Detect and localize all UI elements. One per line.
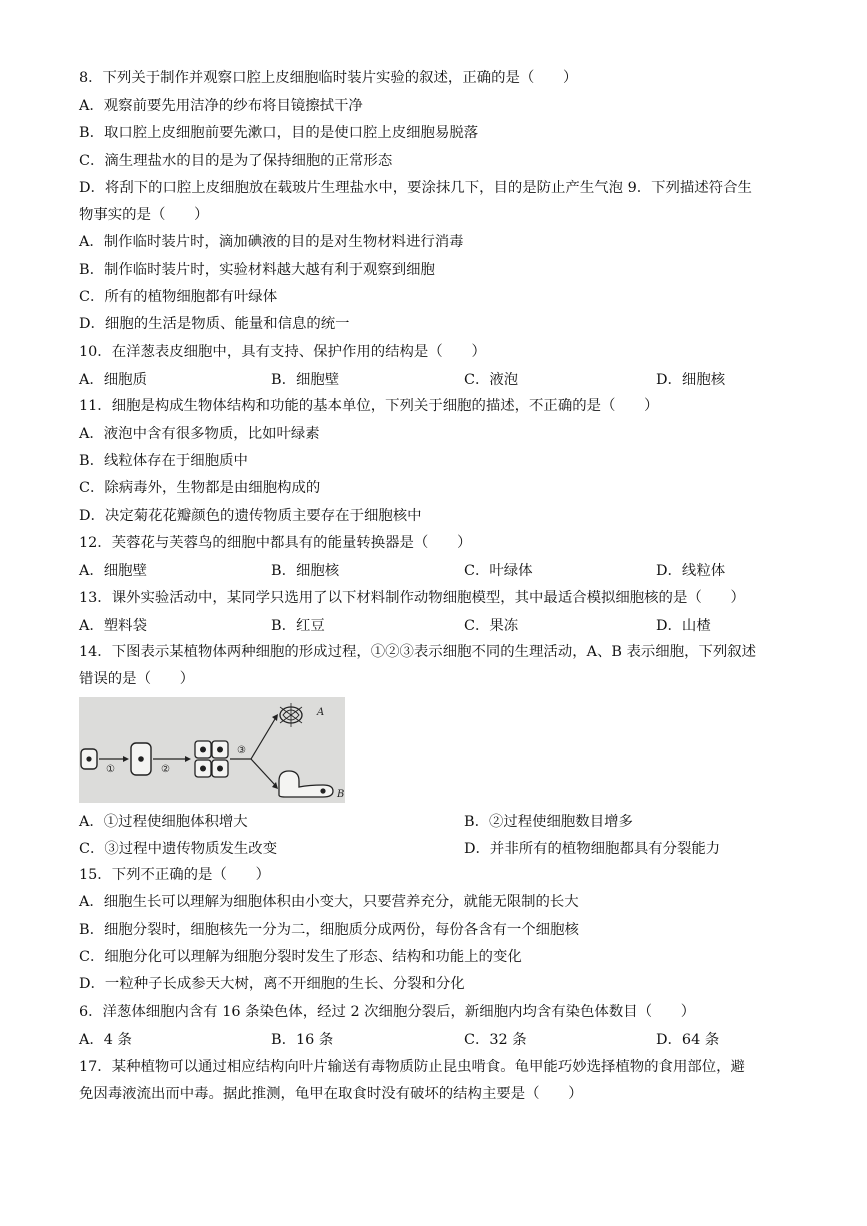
grown-cell-nucleus <box>138 756 144 762</box>
q14-option-d: D．并非所有的植物细胞都具有分裂能力 <box>464 841 721 857</box>
q15-option-b: B．细胞分裂时，细胞核先一分为二，细胞质分成两份，每份各含有一个细胞核 <box>79 922 579 938</box>
arrow-3-down <box>251 759 275 785</box>
q12-option-c: C．叶绿体 <box>464 563 533 579</box>
q8-option-d: D．将刮下的口腔上皮细胞放在载玻片生理盐水中，要涂抹几下，目的是防止产生气泡 9．下列描述符合生 <box>79 180 752 196</box>
cell-b-label: B <box>337 789 345 800</box>
q10-option-d: D．细胞核 <box>656 372 726 388</box>
q9-option-d: D．细胞的生活是物质、能量和信息的统一 <box>79 316 350 332</box>
q9-option-c: C．所有的植物细胞都有叶绿体 <box>79 289 278 305</box>
q10-options <box>79 368 839 390</box>
q16-option-a: A．4 条 <box>79 1032 132 1048</box>
q16-stem: 6．洋葱体细胞内含有 16 条染色体，经过 2 次细胞分裂后，新细胞内均含有染色体数目（ ） <box>79 1004 696 1020</box>
q15-stem: 15．下列不正确的是（ ） <box>79 867 270 883</box>
q10-option-a: A．细胞质 <box>79 372 147 388</box>
q11-stem: 11．细胞是构成生物体结构和功能的基本单位，下列关于细胞的描述，不正确的是（ ） <box>79 398 659 414</box>
cell-a-guard-cells <box>280 703 302 727</box>
initial-cell-nucleus <box>86 756 91 761</box>
step-1-label: ① <box>106 764 115 775</box>
q12-options <box>79 559 839 581</box>
q9-stem-cont: 物事实的是（ ） <box>79 207 209 223</box>
q13-options <box>79 614 839 636</box>
q12-option-d: D．线粒体 <box>656 563 726 579</box>
q13-option-c: C．果冻 <box>464 618 519 634</box>
q8-option-b: B．取口腔上皮细胞前要先漱口，目的是使口腔上皮细胞易脱落 <box>79 125 479 141</box>
q12-stem: 12．芙蓉花与芙蓉鸟的细胞中都具有的能量转换器是（ ） <box>79 535 472 551</box>
q12-option-b: B．细胞核 <box>271 563 340 579</box>
q12-option-a: A．细胞壁 <box>79 563 147 579</box>
q14-stem-cont: 错误的是（ ） <box>79 671 195 687</box>
q10-stem: 10．在洋葱表皮细胞中，具有支持、保护作用的结构是（ ） <box>79 344 486 360</box>
q11-option-a: A．液泡中含有很多物质，比如叶绿素 <box>79 426 320 442</box>
step-3-label: ③ <box>237 745 246 756</box>
cell-b-root-hair <box>279 771 333 797</box>
cell-a-label: A <box>317 707 325 718</box>
q9-option-b: B．制作临时装片时，实验材料越大越有利于观察到细胞 <box>79 262 435 278</box>
q14-option-a: A．①过程使细胞体积增大 <box>79 814 248 830</box>
q15-option-c: C．细胞分化可以理解为细胞分裂时发生了形态、结构和功能上的变化 <box>79 949 522 965</box>
q8-option-c: C．滴生理盐水的目的是为了保持细胞的正常形态 <box>79 153 393 169</box>
q14-option-c: C．③过程中遗传物质发生改变 <box>79 841 278 857</box>
divided-cells <box>195 741 228 777</box>
q15-option-a: A．细胞生长可以理解为细胞体积由小变大，只要营养充分，就能无限制的长大 <box>79 894 579 910</box>
cell-b-nucleus <box>320 788 325 793</box>
q8-option-a: A．观察前要先用洁净的纱布将目镜擦拭干净 <box>79 98 363 114</box>
q17-stem: 17．某种植物可以通过相应结构向叶片输送有毒物质防止昆虫啃食。龟甲能巧妙选择植物的食用部位，避 <box>79 1059 745 1075</box>
q13-option-a: A．塑料袋 <box>79 618 147 634</box>
q16-option-d: D．64 条 <box>656 1032 720 1048</box>
q13-option-b: B．红豆 <box>271 618 325 634</box>
q16-option-c: C．32 条 <box>464 1032 527 1048</box>
q16-options <box>79 1028 839 1050</box>
q17-stem-cont: 免因毒液流出而中毒。据此推测，龟甲在取食时没有破坏的结构主要是（ ） <box>79 1086 583 1102</box>
step-2-label: ② <box>161 764 170 775</box>
q11-option-b: B．线粒体存在于细胞质中 <box>79 453 248 469</box>
q14-options-row2 <box>79 837 839 859</box>
cell-formation-figure <box>79 697 345 803</box>
q10-option-b: B．细胞壁 <box>271 372 340 388</box>
q15-option-d: D．一粒种子长成参天大树，离不开细胞的生长、分裂和分化 <box>79 976 465 992</box>
q10-option-c: C．液泡 <box>464 372 519 388</box>
arrow-3-up <box>251 719 275 759</box>
q14-option-b: B．②过程使细胞数目增多 <box>464 814 633 830</box>
arrow-2-head <box>185 756 191 762</box>
q11-option-d: D．决定菊花花瓣颜色的遗传物质主要存在于细胞核中 <box>79 508 422 524</box>
q9-option-a: A．制作临时装片时，滴加碘液的目的是对生物材料进行消毒 <box>79 234 464 250</box>
cell-formation-diagram <box>79 697 345 803</box>
q11-option-c: C．除病毒外，生物都是由细胞构成的 <box>79 480 321 496</box>
arrow-1-head <box>123 756 129 762</box>
q14-options-row1 <box>79 810 839 832</box>
q16-option-b: B．16 条 <box>271 1032 334 1048</box>
q13-stem: 13．课外实验活动中，某同学只选用了以下材料制作动物细胞模型，其中最适合模拟细胞核的是（ ） <box>79 590 745 606</box>
q14-stem: 14．下图表示某植物体两种细胞的形成过程，①②③表示细胞不同的生理活动，A、B 表示细胞，下列叙述 <box>79 644 757 660</box>
q8-stem: 8．下列关于制作并观察口腔上皮细胞临时装片实验的叙述，正确的是（ ） <box>79 70 578 86</box>
q13-option-d: D．山楂 <box>656 618 711 634</box>
